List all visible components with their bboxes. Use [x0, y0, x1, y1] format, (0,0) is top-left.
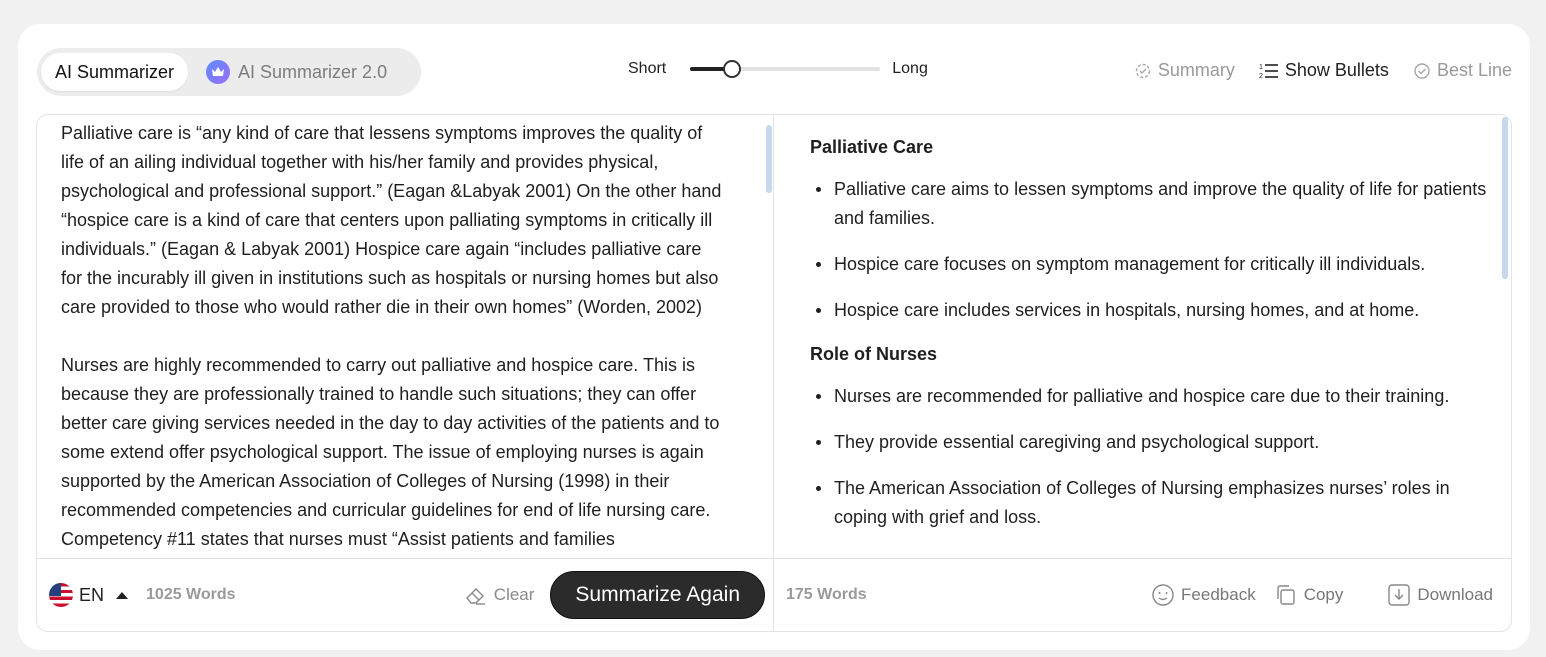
summary-scrollbar[interactable] — [1502, 117, 1508, 279]
summary-mode-icon — [1134, 62, 1152, 80]
copy-icon — [1274, 583, 1298, 607]
short-label: Short — [628, 60, 667, 77]
output-modes — [1134, 60, 1512, 81]
svg-text:1: 1 — [1258, 63, 1263, 71]
input-paragraph: Palliative care is “any kind of care that lessens symptoms improves the quality of life of an ailing individual together with his/her family and provides physical, psychological and professional support.” (Eagan &Labyak 2001) On the other hand “hospice care is a kind of care that centers upon palliating symptoms in critically ill individuals.” (Eagan & Labyak 2001) Hospice care again “includes palliative care for the incurably ill given in institutions such as hospitals or nursing homes but also care provided to those who would rather die in their own homes” (Worden, 2002) — [61, 123, 722, 317]
best-line-button[interactable] — [1413, 60, 1512, 81]
summary-mode-button[interactable] — [1134, 60, 1235, 81]
language-selector[interactable] — [49, 583, 128, 607]
clear-label: Clear — [493, 585, 535, 604]
tab-label: AI Summarizer — [55, 61, 175, 82]
summary-bullet: Nurses are recommended for palliative and hospice care due to their training. — [810, 382, 1489, 411]
best-line-label: Best Line — [1436, 60, 1512, 80]
summary-bullet: Hospice care focuses on symptom management for critically ill individuals. — [810, 250, 1489, 279]
caret-up-icon — [116, 592, 128, 599]
summary-bullet: Palliative care aims to lessen symptoms and improve the quality of life for patients and families. — [810, 175, 1489, 233]
summarizer-card — [18, 24, 1530, 650]
summary-footer — [774, 558, 1512, 631]
summary-bullet: Hospice care includes services in hospitals, nursing homes, and at home. — [810, 296, 1489, 325]
crown-icon — [206, 60, 230, 84]
language-code: EN — [79, 584, 105, 605]
clear-button[interactable] — [464, 584, 535, 606]
summary-heading: Palliative Care — [810, 137, 934, 157]
input-scrollbar[interactable] — [766, 125, 772, 193]
download-icon — [1387, 583, 1411, 607]
editor-panels — [36, 114, 1512, 632]
check-circle-icon — [1413, 62, 1431, 80]
summary-mode-label: Summary — [1157, 60, 1235, 80]
input-paragraph: Nurses are highly recommended to carry out palliative and hospice care. This is because they are professionally trained to handle such situations; they can offer better care giving services needed in the day to day activities of the patients and to some extend offer psychological support. The issue of employing nurses is again supported by the American Association of Colleges of Nursing (1998) in their recommended competencies and curricular guidelines for end of life nursing care. Competency #11 states that nurses must “Assist patients and families — [61, 355, 720, 549]
length-track[interactable] — [690, 67, 880, 71]
summarize-again-button[interactable] — [550, 571, 765, 619]
summarize-again-label: Summarize Again — [575, 583, 740, 606]
tab-label: AI Summarizer 2.0 — [238, 61, 388, 82]
summary-panel — [774, 115, 1512, 631]
copy-label: Copy — [1303, 585, 1344, 604]
tab-ai-summarizer[interactable] — [41, 53, 188, 91]
eraser-icon — [464, 584, 488, 606]
input-word-count: 1025 Words — [146, 586, 236, 603]
summary-bullet-list — [810, 175, 1489, 325]
us-flag-icon — [49, 583, 73, 607]
input-footer — [37, 558, 773, 631]
smiley-icon — [1151, 583, 1175, 607]
summary-output-area[interactable] — [774, 115, 1512, 560]
long-label: Long — [892, 60, 928, 77]
feedback-label: Feedback — [1181, 585, 1256, 604]
length-handle[interactable] — [723, 60, 741, 78]
show-bullets-button[interactable] — [1259, 60, 1389, 81]
copy-button[interactable] — [1274, 583, 1344, 607]
summary-word-count: 175 Words — [786, 586, 867, 603]
length-slider — [628, 60, 928, 78]
input-text-area[interactable] — [37, 115, 773, 560]
input-panel — [37, 115, 774, 631]
svg-text:2: 2 — [1258, 72, 1263, 80]
feedback-button[interactable] — [1151, 583, 1256, 607]
summary-bullet-list — [810, 382, 1489, 532]
list-numbered-icon — [1259, 62, 1279, 80]
download-label: Download — [1417, 585, 1493, 604]
summary-heading: Role of Nurses — [810, 344, 938, 364]
summary-bullet: They provide essential caregiving and psychological support. — [810, 428, 1489, 457]
mode-tabs — [37, 48, 421, 96]
download-button[interactable] — [1387, 583, 1493, 607]
summary-bullet: The American Association of Colleges of Nursing emphasizes nurses’ roles in coping with grief and loss. — [810, 474, 1489, 532]
tab-ai-summarizer-2[interactable] — [192, 53, 401, 91]
show-bullets-label: Show Bullets — [1284, 60, 1389, 80]
